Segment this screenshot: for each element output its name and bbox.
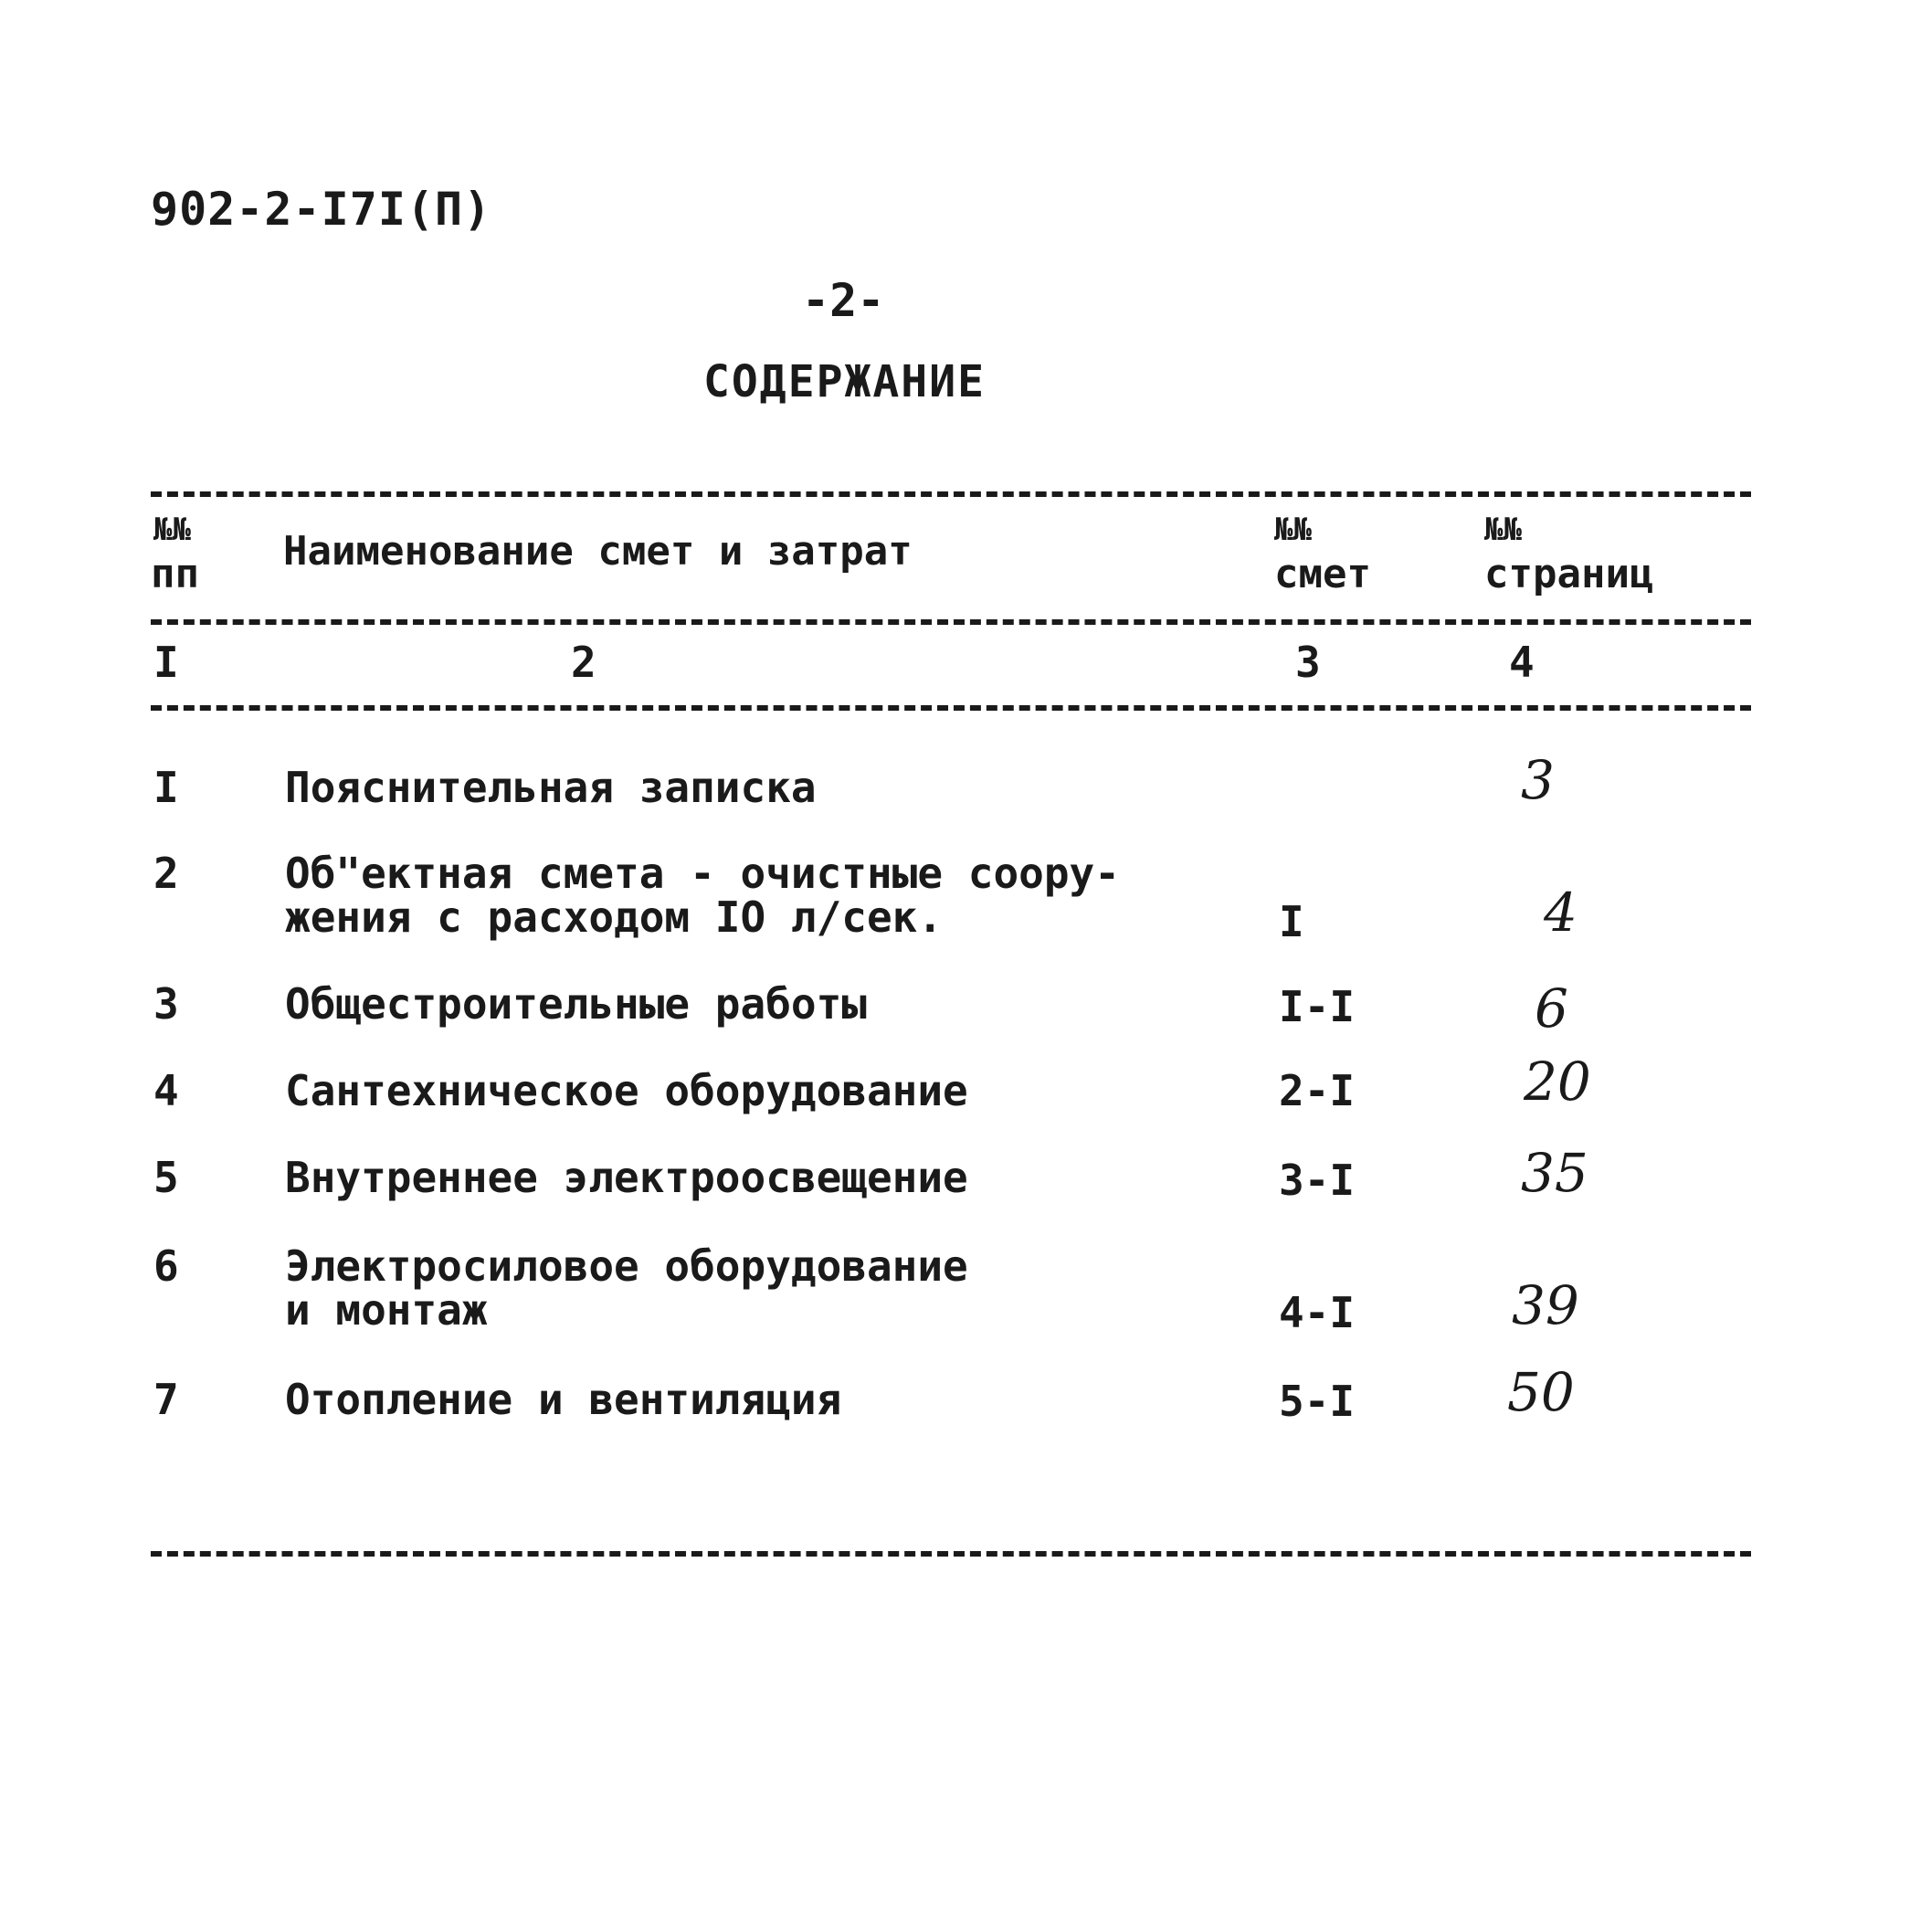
row-name: Сантехническое оборудование xyxy=(285,1066,968,1115)
header-col3-line1: №№ xyxy=(1274,512,1312,548)
row-page: 39 xyxy=(1512,1274,1579,1336)
divider-column-numbers xyxy=(151,705,1751,711)
page-number: -2- xyxy=(802,274,885,327)
header-col1-line2: пп xyxy=(151,551,199,597)
header-col3-line2: смет xyxy=(1274,551,1371,597)
row-number: 5 xyxy=(153,1153,179,1202)
row-name: Внутреннее электроосвещение xyxy=(285,1153,968,1202)
header-col2: Наименование смет и затрат xyxy=(283,528,913,575)
row-name-continued: и монтаж xyxy=(285,1285,488,1335)
row-estimate: 4-I xyxy=(1279,1288,1356,1337)
row-number: 6 xyxy=(153,1241,179,1291)
row-name: Пояснительная записка xyxy=(285,763,817,812)
divider-bottom xyxy=(151,1551,1751,1557)
row-page: 50 xyxy=(1507,1361,1575,1423)
row-page: 35 xyxy=(1521,1142,1588,1204)
row-name: Общестроительные работы xyxy=(285,979,867,1029)
row-number: I xyxy=(153,763,179,812)
row-name: Об"ектная смета - очистные соору- xyxy=(285,849,1120,898)
row-estimate: 5-I xyxy=(1279,1377,1356,1426)
header-col1-line1: №№ xyxy=(153,512,191,548)
row-estimate: 3-I xyxy=(1279,1156,1356,1205)
row-page: 4 xyxy=(1544,882,1578,944)
document-code: 902-2-I7I(П) xyxy=(151,183,492,236)
row-number: 7 xyxy=(153,1375,179,1424)
row-estimate: I-I xyxy=(1279,982,1356,1031)
row-page: 6 xyxy=(1535,977,1568,1040)
column-number-1: I xyxy=(153,638,179,687)
row-page: 20 xyxy=(1524,1050,1591,1113)
row-name-continued: жения с расходом IO л/сек. xyxy=(285,892,944,942)
row-page: 3 xyxy=(1521,749,1555,811)
row-number: 2 xyxy=(153,849,179,898)
header-col4-line1: №№ xyxy=(1484,512,1522,548)
column-number-3: 3 xyxy=(1295,638,1321,687)
row-number: 3 xyxy=(153,979,179,1029)
column-number-2: 2 xyxy=(571,638,596,687)
row-number: 4 xyxy=(153,1066,179,1115)
divider-top xyxy=(151,491,1751,497)
row-name: Отопление и вентиляция xyxy=(285,1375,842,1424)
row-estimate: I xyxy=(1279,897,1304,946)
header-col4-line2: страниц xyxy=(1484,551,1654,597)
page-title: СОДЕРЖАНИЕ xyxy=(703,356,986,407)
column-number-4: 4 xyxy=(1509,638,1535,687)
row-name: Электросиловое оборудование xyxy=(285,1241,968,1291)
row-estimate: 2-I xyxy=(1279,1066,1356,1115)
divider-header xyxy=(151,619,1751,625)
